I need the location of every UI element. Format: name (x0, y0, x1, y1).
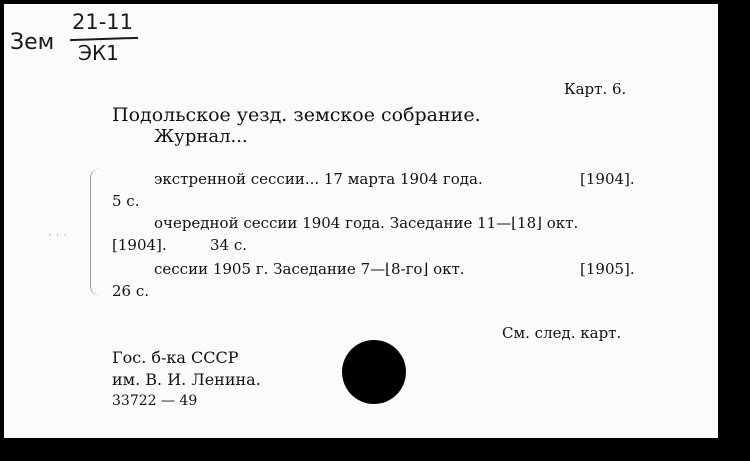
pencil-bracket (90, 168, 101, 296)
pencil-dots: · · · (48, 228, 68, 242)
card-heading: Подольское уезд. земское собрание. (112, 104, 481, 126)
library-dedication: им. В. И. Ленина. (112, 370, 261, 389)
handwritten-fraction-top: 21-11 (72, 10, 134, 34)
entry-1-text: экстренной сессии... 17 марта 1904 года. (154, 170, 483, 188)
entry-2-text: очередной сессии 1904 года. Заседание 11—⌊18⌋ окт. (154, 214, 579, 232)
library-name: Гос. б-ка СССР (112, 348, 239, 367)
entry-2-pages: 34 с. (210, 236, 248, 254)
card-subheading: Журнал... (154, 126, 248, 147)
entry-1-year: [1904]. (580, 170, 635, 188)
see-next-card: См. след. карт. (502, 324, 622, 342)
entry-1-pages: 5 с. (112, 192, 140, 210)
punch-hole (342, 340, 406, 404)
card-number: Карт. 6. (564, 80, 627, 98)
entry-2-year: [1904]. (112, 236, 167, 254)
entry-3-text: сессии 1905 г. Заседание 7—⌊8-го⌋ окт. (154, 260, 465, 278)
entry-3-pages: 26 с. (112, 282, 150, 300)
handwritten-fraction-bottom: ЭК1 (78, 41, 119, 65)
handwritten-prefix: Зем (10, 30, 55, 55)
entry-3-year: [1905]. (580, 260, 635, 278)
library-code: 33722 — 49 (112, 393, 198, 409)
catalog-card (4, 4, 718, 438)
